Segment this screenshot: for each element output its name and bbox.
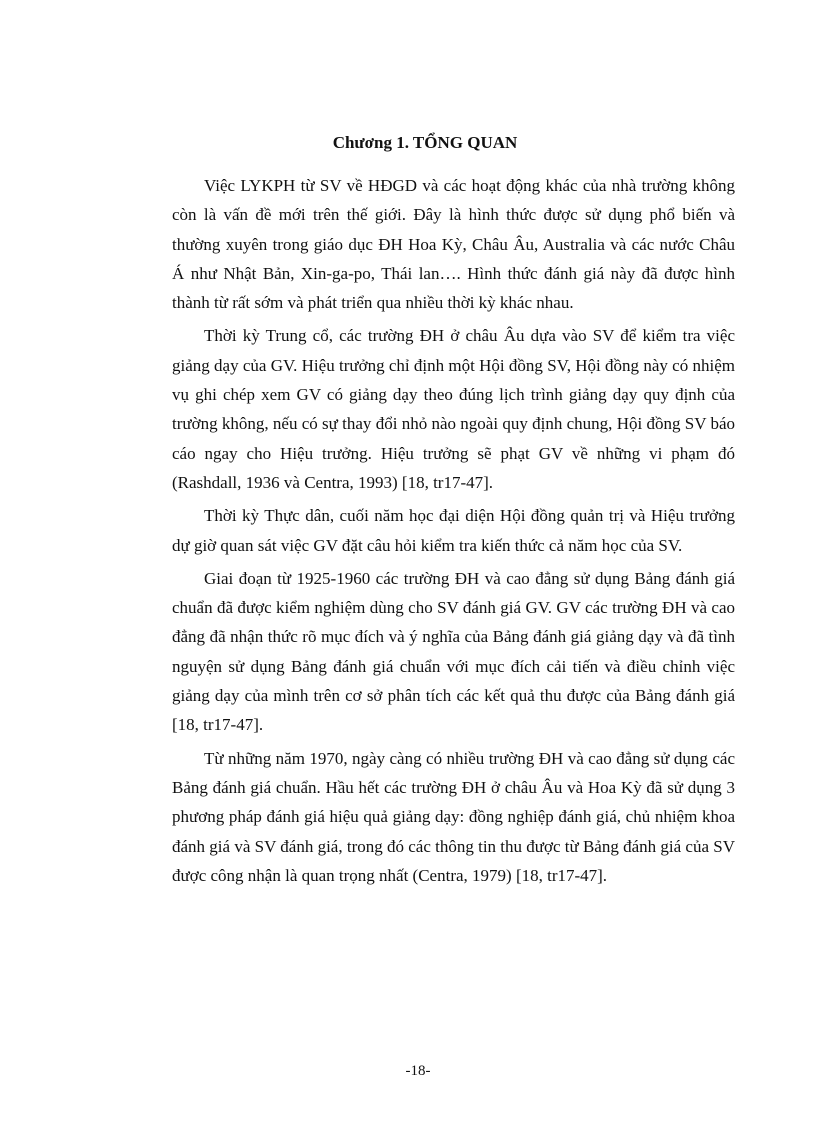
- page-number: -18-: [405, 1063, 431, 1079]
- chapter-title: Chương 1. TỔNG QUAN: [332, 133, 518, 152]
- paragraph-4: Giai đoạn từ 1925-1960 các trường ĐH và cao đẳng sử dụng Bảng đánh giá chuẩn đã được kiểm nghiệm dùng cho SV đánh giá GV. GV các trường ĐH và cao đẳng đã nhận thức rõ mục đích và ý nghĩa của Bảng đánh giá giảng dạy và đã tình nguyện sử dụng Bảng đánh giá chuẩn với mục đích cải tiến và điều chỉnh việc giảng dạy của mình trên cơ sở phân tích các kết quả thu được của Bảng đánh giá [18, tr17-47].: [172, 568, 735, 735]
- paragraph-2: Thời kỳ Trung cổ, các trường ĐH ở châu Âu dựa vào SV để kiểm tra việc giảng dạy của GV. Hiệu trưởng chỉ định một Hội đồng SV, Hội đồng này có nhiệm vụ ghi chép xem GV có giảng dạy theo đúng lịch trình giảng dạy quy định của trường không, nếu có sự thay đổi nhỏ nào ngoài quy định chung, Hội đồng SV báo cáo ngay cho Hiệu trưởng. Hiệu trưởng sẽ phạt GV về những vi phạm đó (Rashdall, 1936 và Centra, 1993) [18, tr17-47].: [172, 326, 735, 492]
- body-text: [172, 171, 735, 894]
- paragraph-3: Thời kỳ Thực dân, cuối năm học đại diện Hội đồng quản trị và Hiệu trưởng dự giờ quan sát việc GV đặt câu hỏi kiểm tra kiến thức cả năm học của SV.: [172, 506, 735, 555]
- paragraph-5: Từ những năm 1970, ngày càng có nhiều trường ĐH và cao đẳng sử dụng các Bảng đánh giá chuẩn. Hầu hết các trường ĐH ở châu Âu và Hoa Kỳ đã sử dụng 3 phương pháp đánh giá hiệu quả giảng dạy: đồng nghiệp đánh giá, chủ nhiệm khoa đánh giá và SV đánh giá, trong đó các thông tin thu được từ Bảng đánh giá của SV được công nhận là quan trọng nhất (Centra, 1979) [18, tr17-47].: [172, 748, 735, 885]
- paragraph-1: Việc LYKPH từ SV về HĐGD và các hoạt động khác của nhà trường không còn là vấn đề mới trên thế giới. Đây là hình thức được sử dụng phổ biến và thường xuyên trong giáo dục ĐH Hoa Kỳ, Châu Âu, Australia và các nước Châu Á như Nhật Bản, Xin-ga-po, Thái lan…. Hình thức đánh giá này đã được hình thành từ rất sớm và phát triển qua nhiều thời kỳ khác nhau.: [172, 176, 735, 313]
